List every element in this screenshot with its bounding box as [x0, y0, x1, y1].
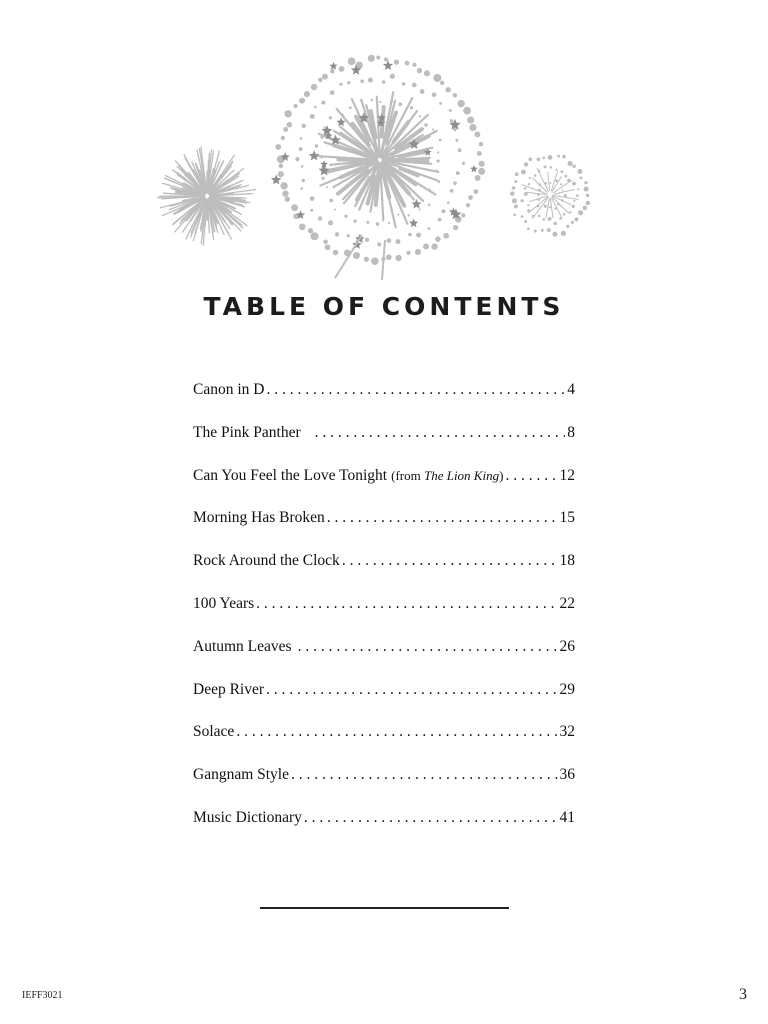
toc-entry-title: Can You Feel the Love Tonight [193, 466, 388, 484]
toc-entry [193, 766, 575, 809]
toc-entry [193, 381, 575, 424]
toc-entry-page: 41 [559, 808, 575, 826]
toc-entry-page: 22 [559, 594, 575, 612]
toc-entry [193, 467, 575, 510]
large-firework-center-icon [271, 55, 485, 280]
dot-leader [342, 552, 558, 570]
dot-leader [266, 681, 557, 699]
toc-entry [193, 509, 575, 552]
toc-entry [193, 723, 575, 766]
toc-entry [193, 681, 575, 724]
toc-entry-title: The Pink Panther [193, 423, 301, 441]
document-code: IEFF3021 [22, 990, 63, 1001]
toc-entry-title: Gangnam Style [193, 766, 289, 784]
small-firework-left-icon [157, 147, 255, 245]
dot-leader [505, 467, 557, 485]
toc-entry [193, 638, 575, 681]
toc-entry [193, 595, 575, 638]
toc-entry-title: Canon in D [193, 381, 265, 398]
toc-entry-title: Deep River [193, 680, 265, 698]
dot-leader [236, 723, 557, 741]
fireworks-illustration-icon [0, 0, 768, 290]
dot-leader [315, 424, 566, 442]
toc-entry-title: Morning Has Broken [193, 509, 325, 527]
note-suffix: ) [499, 467, 504, 483]
toc-entry-page: 4 [567, 381, 575, 398]
toc-entry-title: Solace [193, 723, 235, 741]
page-title: TABLE OF CONTENTS [203, 292, 565, 321]
toc-entry-title: 100 Years [193, 594, 255, 612]
toc-entry-page: 15 [559, 509, 575, 527]
toc-entry-page: 12 [559, 466, 575, 484]
toc-entry-title: Music Dictionary [193, 808, 302, 826]
small-firework-right-icon [510, 155, 590, 237]
toc-entry-page: 32 [559, 723, 575, 741]
toc-entry [193, 809, 575, 852]
toc-entry-page: 26 [559, 637, 575, 655]
toc-entry-title: Autumn Leaves [193, 637, 292, 655]
note-prefix: (from [391, 467, 424, 483]
toc-entry-page: 8 [567, 423, 575, 441]
page-number: 3 [739, 986, 747, 1003]
dot-leader [291, 766, 558, 784]
horizontal-rule [260, 907, 509, 909]
dot-leader [304, 809, 558, 827]
toc-entry-note [391, 468, 503, 484]
toc-entry-page: 29 [559, 680, 575, 698]
dot-leader [298, 638, 558, 656]
dot-leader [327, 509, 558, 527]
dot-leader [256, 595, 557, 613]
note-italic: The Lion King [423, 467, 500, 483]
toc-entry-title: Rock Around the Clock [193, 552, 340, 570]
toc-entry-page: 36 [559, 766, 575, 784]
toc-entry [193, 424, 575, 467]
toc-entry [193, 552, 575, 595]
dot-leader [266, 381, 565, 399]
toc-list [193, 381, 575, 852]
toc-entry-page: 18 [559, 552, 575, 570]
